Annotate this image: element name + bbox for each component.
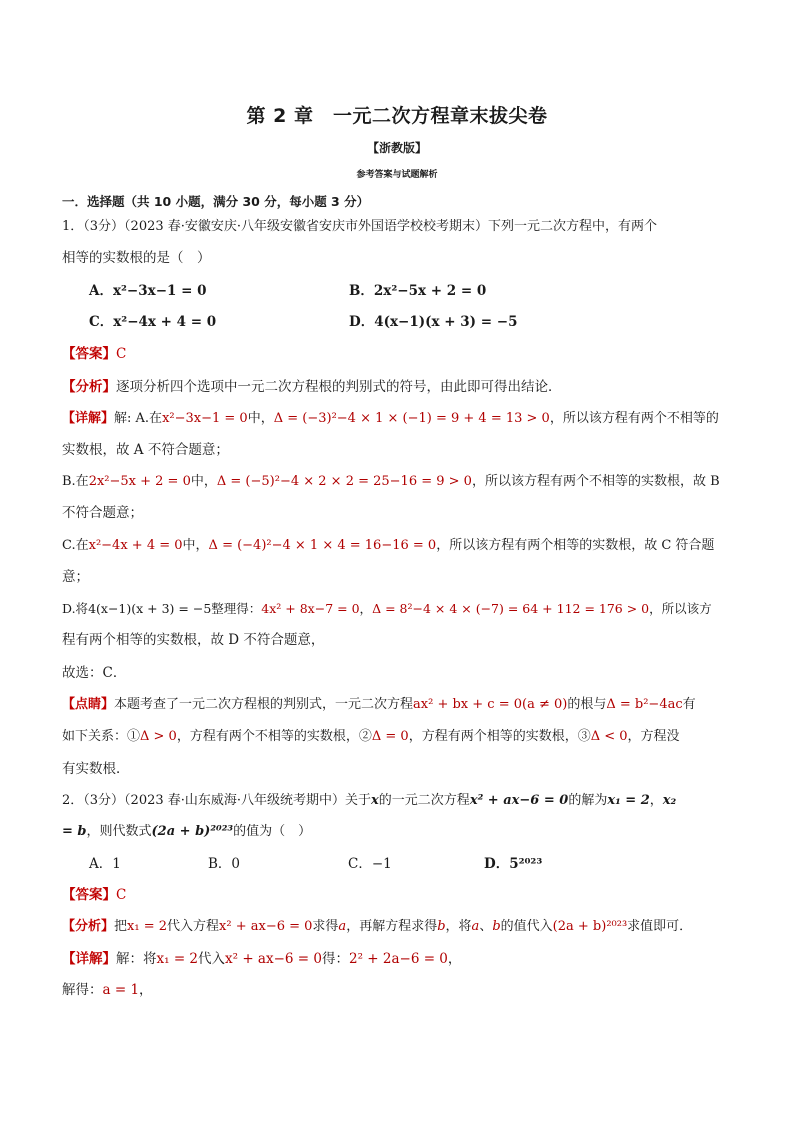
- comment-equation: ax² + bx + c = 0(a ≠ 0): [413, 697, 568, 712]
- analysis-x1: x₁ = 2: [127, 919, 168, 934]
- analysis-text-g: 的值代入: [500, 919, 553, 934]
- q1-stem-line2: 相等的实数根的是（ ）: [62, 250, 211, 266]
- q2-stem-line1: [62, 792, 676, 810]
- solve-prefix: 解得：: [62, 982, 103, 998]
- comment-case1: Δ > 0: [140, 729, 177, 744]
- page-subtitle: 参考答案与试题解析: [356, 170, 438, 180]
- q1-detail-c-line2: 意；: [62, 569, 89, 585]
- q1-comment-line3: 有实数根．: [62, 761, 130, 777]
- detail-text-d: ，: [447, 951, 462, 967]
- detail-tag: 【详解】: [62, 951, 116, 967]
- detail-a-discriminant: Δ = (−3)²−4 × 1 × (−1) = 9 + 4 = 13 > 0: [273, 411, 550, 426]
- q2-stem-end: 的值为（ ）: [233, 824, 312, 839]
- detail-a-mid: 中，: [247, 411, 274, 426]
- answer-value: C: [116, 346, 127, 362]
- comment-line2-d: ，方程没: [627, 729, 680, 744]
- q2-option-c: C．−1: [348, 856, 392, 872]
- q2-option-a: A．1: [89, 856, 121, 872]
- q1-comment-line2: [62, 728, 680, 746]
- analysis-text-b: 代入方程: [167, 919, 220, 934]
- detail-equation: x² + ax−6 = 0: [225, 951, 322, 967]
- detail-d-equation: 4(x−1)(x + 3) = −5: [88, 601, 212, 616]
- q2-stem-x: x: [371, 793, 379, 808]
- q2-stem-x2: x₂: [662, 793, 677, 808]
- q2-stem-equation: x² + ax−6 = 0: [469, 793, 569, 808]
- q1-detail-b: [62, 473, 720, 491]
- detail-d-suffix: ，所以该方: [649, 601, 712, 616]
- q1-detail-a-line2: 实数根，故 A 不符合题意；: [62, 442, 229, 458]
- comment-case3: Δ < 0: [590, 729, 628, 744]
- detail-a-suffix: ，所以该方程有两个不相等的: [549, 411, 719, 426]
- q1-detail-d: [62, 600, 712, 618]
- detail-b-suffix: ，所以该方程有两个不相等的实数根，故 B: [471, 474, 720, 489]
- q1-analysis-row: [62, 378, 562, 396]
- comment-case2: Δ = 0: [371, 729, 409, 744]
- answer-tag: 【答案】: [62, 887, 116, 903]
- detail-b-mid: 中，: [190, 474, 217, 489]
- q1-option-d: D．4(x−1)(x + 3) = −5: [349, 314, 518, 330]
- detail-d-discriminant: Δ = 8²−4 × 4 × (−7) = 64 + 112 = 176 > 0: [372, 601, 650, 616]
- q2-option-d: D．5²⁰²³: [484, 856, 543, 872]
- detail-c-mid: 中，: [182, 538, 209, 553]
- analysis-text-d: ，再解方程求得: [346, 919, 438, 934]
- analysis-text: 逐项分析四个选项中一元二次方程根的判别式的符号，由此即可得出结论．: [116, 379, 562, 395]
- q2-stem-mid: 的一元二次方程: [378, 793, 470, 808]
- detail-x1: x₁ = 2: [156, 951, 199, 967]
- q2-solve-row: [62, 981, 153, 999]
- analysis-text-h: 求值即可．: [627, 919, 693, 934]
- q1-detail-a: [62, 410, 719, 428]
- q1-detail-b-line2: 不符合题意；: [62, 505, 143, 521]
- detail-d-simplified: 4x² + 8x−7 = 0: [261, 601, 360, 616]
- analysis-tag: 【分析】: [62, 379, 116, 395]
- page-title: 第 2 章 一元二次方程章末拔尖卷: [246, 105, 548, 127]
- solve-suffix: ，: [139, 982, 153, 998]
- detail-d-mid: 整理得：: [211, 601, 262, 616]
- analysis-var-b2: b: [492, 919, 501, 934]
- q2-detail-row: [62, 950, 461, 968]
- section-heading: 一．选择题（共 10 小题，满分 30 分，每小题 3 分）: [62, 194, 370, 209]
- q2-option-b: B．0: [208, 856, 241, 872]
- q2-analysis-row: [62, 918, 692, 936]
- analysis-tag: 【分析】: [62, 919, 115, 934]
- detail-c-suffix: ，所以该方程有两个相等的实数根，故 C 符合题: [436, 538, 715, 553]
- q2-stem-x1: x₁ = 2: [607, 793, 650, 808]
- q2-answer-row: [62, 886, 126, 904]
- q1-conclusion: 故选：C．: [62, 665, 127, 681]
- analysis-text-f: 、: [479, 919, 493, 934]
- analysis-text-a: 把: [114, 919, 128, 934]
- detail-substitution: 2² + 2a−6 = 0: [348, 951, 448, 967]
- analysis-text-c: 求得: [312, 919, 339, 934]
- comment-text2: 的根与: [567, 697, 607, 712]
- detail-d-prefix: D.将: [62, 601, 89, 616]
- q1-answer-row: [62, 345, 126, 363]
- analysis-text-e: ，将: [445, 919, 472, 934]
- analysis-expression: (2a + b)²⁰²³: [552, 919, 628, 934]
- comment-text3: 有: [682, 697, 696, 712]
- detail-c-prefix: C.在: [62, 538, 89, 553]
- q1-detail-d-line2: 程有两个相等的实数根，故 D 不符合题意，: [62, 632, 325, 648]
- solve-value: a = 1: [102, 982, 140, 998]
- q2-stem-sep: ，: [649, 793, 663, 808]
- q2-stem-prefix: 2．（3分）（2023 春·山东威海·八年级统考期中）关于: [62, 793, 372, 808]
- comment-tag: 【点睛】: [62, 697, 115, 712]
- q1-option-a: A．x²−3x−1 = 0: [89, 283, 207, 299]
- analysis-var-b: b: [437, 919, 446, 934]
- comment-line2-b: ，方程有两个不相等的实数根，②: [176, 729, 372, 744]
- detail-c-equation: x²−4x + 4 = 0: [88, 538, 183, 553]
- q2-stem-mid2: 的解为: [568, 793, 608, 808]
- q1-option-c: C．x²−4x + 4 = 0: [89, 314, 217, 330]
- detail-a-prefix: 解: A.在: [114, 411, 163, 426]
- analysis-var-a2: a: [471, 919, 480, 934]
- detail-text-a: 解：将: [116, 951, 157, 967]
- q2-stem-b: = b: [62, 824, 87, 839]
- detail-text-c: 得：: [321, 951, 349, 967]
- detail-tag: 【详解】: [62, 411, 115, 426]
- q1-comment: [62, 696, 696, 714]
- answer-value: C: [116, 887, 127, 903]
- analysis-var-a: a: [338, 919, 347, 934]
- detail-b-prefix: B.在: [62, 474, 89, 489]
- detail-b-equation: 2x²−5x + 2 = 0: [88, 474, 191, 489]
- detail-text-b: 代入: [198, 951, 226, 967]
- detail-a-equation: x²−3x−1 = 0: [162, 411, 248, 426]
- detail-c-discriminant: Δ = (−4)²−4 × 1 × 4 = 16−16 = 0: [208, 538, 437, 553]
- q1-option-b: B．2x²−5x + 2 = 0: [349, 283, 487, 299]
- q2-stem-line2: [62, 823, 311, 841]
- q1-detail-c: [62, 537, 714, 555]
- q1-stem-line1: 1．（3分）（2023 春·安徽安庆·八年级安徽省安庆市外国语学校校考期末）下列一元二次方程中，有两个: [62, 219, 658, 234]
- comment-line2-c: ，方程有两个相等的实数根，③: [408, 729, 591, 744]
- comment-line2-a: 如下关系：①: [62, 729, 141, 744]
- analysis-equation: x² + ax−6 = 0: [219, 919, 313, 934]
- q2-stem-text: ，则代数式: [86, 824, 152, 839]
- detail-d-sep: ，: [359, 601, 373, 616]
- comment-delta: Δ = b²−4ac: [606, 697, 683, 712]
- edition-label: 【浙教版】: [366, 141, 427, 155]
- detail-b-discriminant: Δ = (−5)²−4 × 2 × 2 = 25−16 = 9 > 0: [216, 474, 472, 489]
- answer-tag: 【答案】: [62, 346, 116, 362]
- q2-stem-expression: (2a + b)²⁰²³: [151, 824, 234, 839]
- comment-text1: 本题考查了一元二次方程根的判别式，一元二次方程: [114, 697, 414, 712]
